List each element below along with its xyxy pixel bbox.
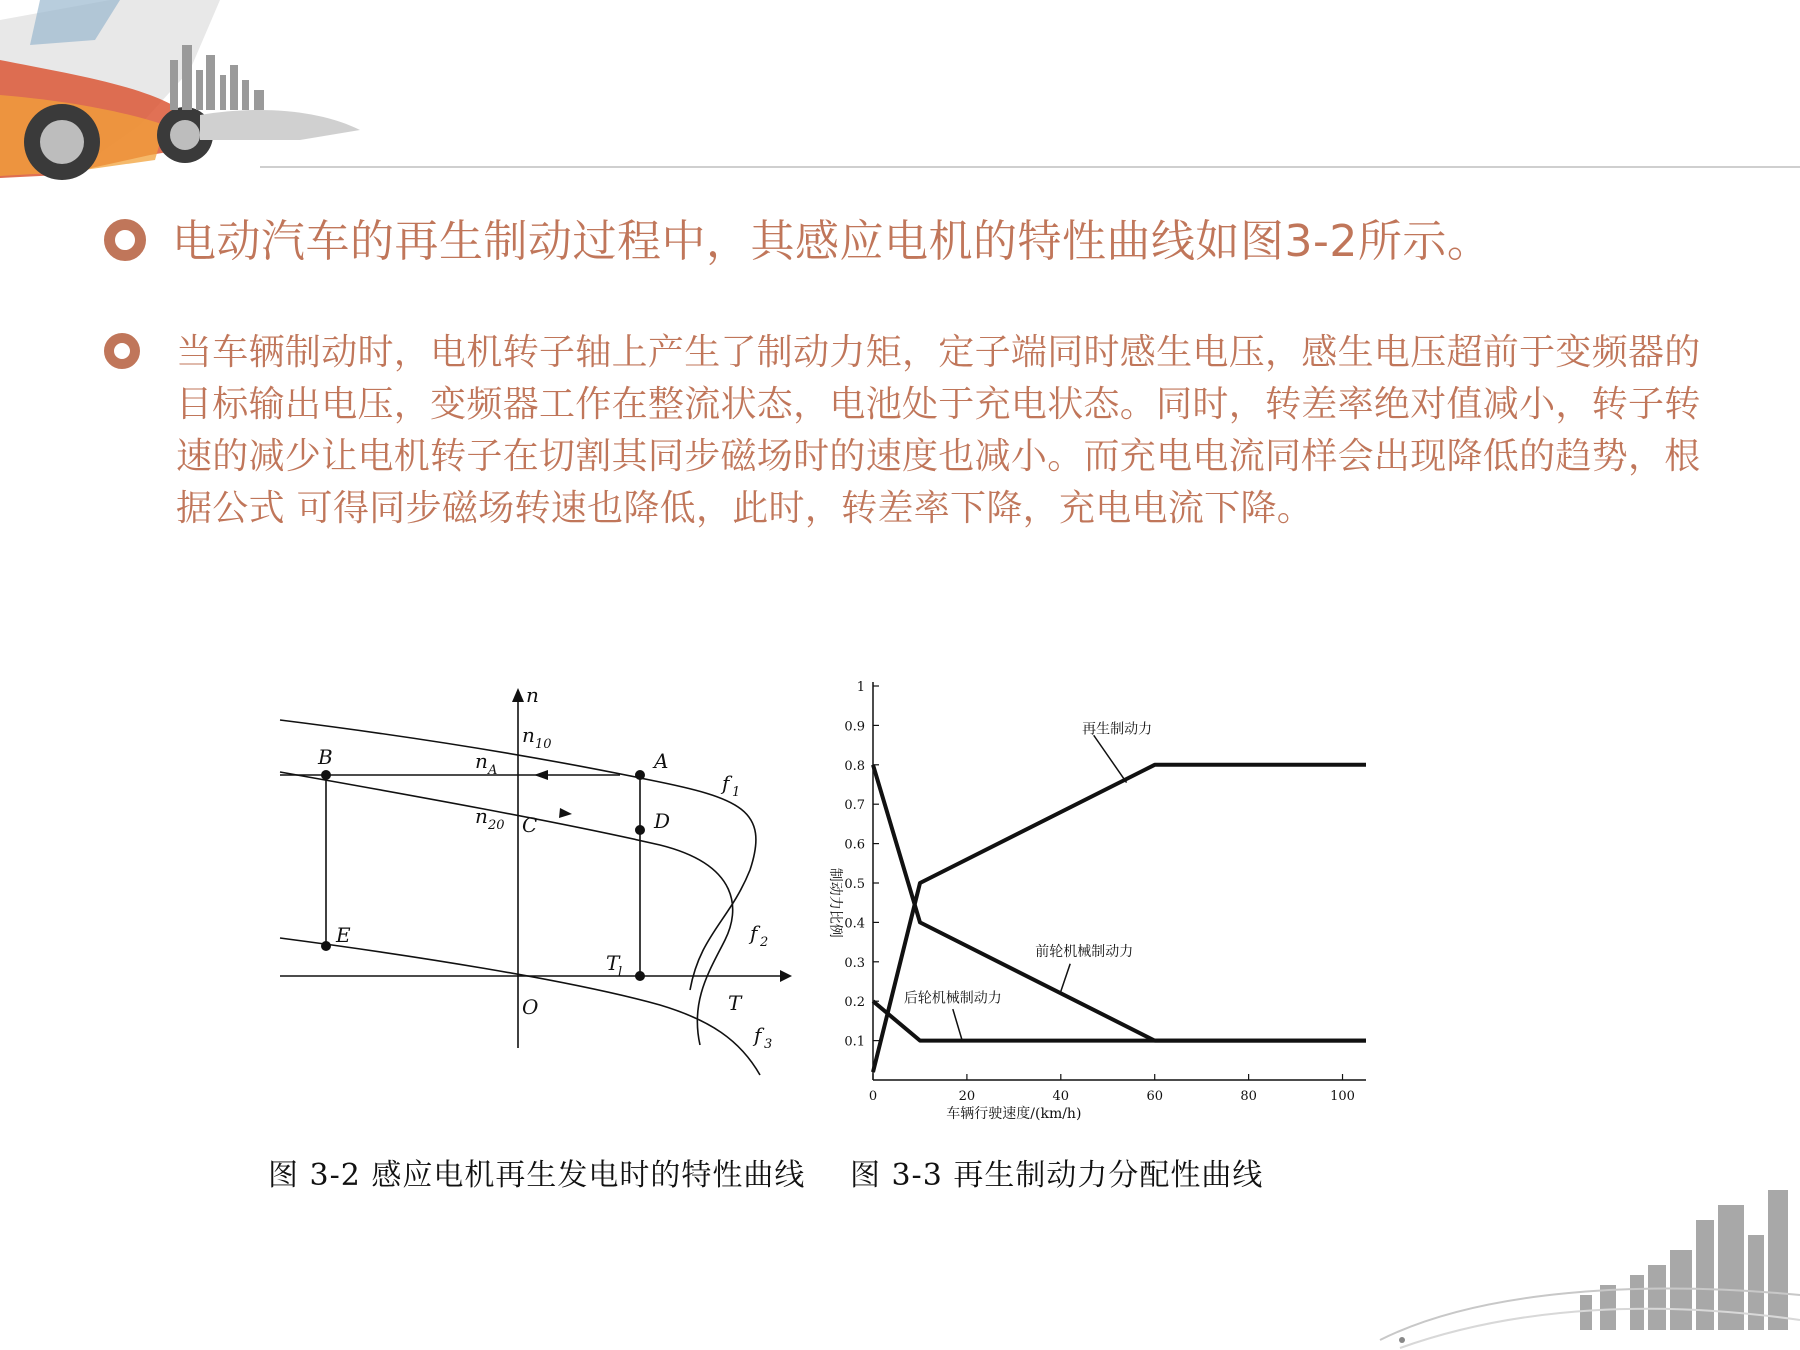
series-annotation: 后轮机械制动力 — [903, 990, 1002, 1007]
y-tick-label: 0.4 — [844, 916, 865, 932]
label-f1: f — [722, 771, 730, 795]
x-tick-label: 0 — [868, 1089, 878, 1104]
x-axis-label: 车辆行驶速度/(km/h) — [946, 1106, 1082, 1122]
y-axis-label: 制动力比例 — [827, 867, 843, 938]
x-tick-label: 40 — [1052, 1089, 1070, 1104]
x-tick-label: 60 — [1146, 1089, 1163, 1104]
label-n20: n — [475, 804, 488, 828]
bullet-icon — [104, 333, 140, 369]
annotation-leader — [1094, 735, 1127, 782]
figure-captions — [268, 1150, 1297, 1194]
bullet-paragraph — [104, 327, 1706, 535]
series-line — [873, 765, 1366, 1072]
label-n-axis: n — [526, 683, 539, 707]
caption-fig-3-2: 图 3-2 感应电机再生发电时的特性曲线 — [268, 1158, 806, 1193]
header-decoration — [0, 0, 1800, 210]
label-tl: T — [606, 951, 620, 975]
figure-3-3-chart — [818, 668, 1378, 1122]
y-tick-label: 1 — [856, 680, 865, 695]
y-tick-label: 0.1 — [844, 1034, 865, 1050]
label-o: O — [522, 995, 539, 1019]
bullet-heading-text: 电动汽车的再生制动过程中，其感应电机的特性曲线如图3-2所示。 — [172, 216, 1492, 267]
annotation-leader — [953, 1009, 962, 1041]
y-tick-label: 0.3 — [844, 955, 865, 971]
label-n20-sub: 20 — [488, 818, 505, 833]
label-n10: n — [522, 723, 535, 747]
y-tick-label: 0.8 — [844, 758, 865, 774]
label-na-sub: A — [488, 763, 498, 778]
label-f1-sub: 1 — [732, 785, 741, 800]
bullet-heading — [104, 213, 1491, 271]
label-a: A — [654, 749, 669, 773]
x-tick-label: 80 — [1240, 1089, 1257, 1104]
y-tick-label: 0.6 — [844, 837, 865, 853]
label-c: C — [522, 813, 538, 837]
label-b: B — [318, 745, 333, 769]
bullet-icon — [104, 219, 146, 261]
y-tick-label: 0.7 — [844, 798, 865, 814]
figure-3-2-diagram — [270, 680, 800, 1090]
series-annotation: 再生制动力 — [1082, 721, 1153, 738]
y-tick-label: 0.9 — [844, 719, 865, 735]
label-t: T — [728, 991, 742, 1015]
x-tick-label: 100 — [1330, 1089, 1355, 1104]
annotation-leader — [1061, 964, 1070, 992]
label-na: n — [475, 749, 488, 773]
y-tick-label: 0.5 — [844, 877, 865, 892]
label-f2: f — [750, 921, 758, 945]
label-f3: f — [754, 1023, 762, 1047]
caption-fig-3-3: 图 3-3 再生制动力分配性曲线 — [849, 1158, 1264, 1193]
label-tl-sub: l — [618, 965, 623, 980]
label-f2-sub: 2 — [760, 935, 769, 950]
label-f3-sub: 3 — [764, 1037, 773, 1052]
label-d: D — [654, 809, 671, 833]
footer-decoration — [1380, 1180, 1800, 1350]
series-annotation: 前轮机械制动力 — [1035, 943, 1134, 960]
label-e: E — [336, 923, 351, 947]
bullet-paragraph-text: 当车辆制动时，电机转子轴上产生了制动力矩，定子端同时感生电压，感生电压超前于变频器的目标输出电压，变频器工作在整流状态，电池处于充电状态。同时，转差率绝对值减小，转子转速的减少让电机转子在切割其同步磁场时的速度也减小。而充电电流同样会出现降低的趋势，根据公式 可得同步磁场转速也降低，此时，转差率下降，充电电流下降。 — [176, 332, 1701, 529]
x-tick-label: 20 — [958, 1089, 976, 1104]
label-n10-sub: 10 — [535, 737, 552, 752]
y-tick-label: 0.2 — [844, 995, 865, 1011]
curve-f3 — [280, 938, 760, 1075]
